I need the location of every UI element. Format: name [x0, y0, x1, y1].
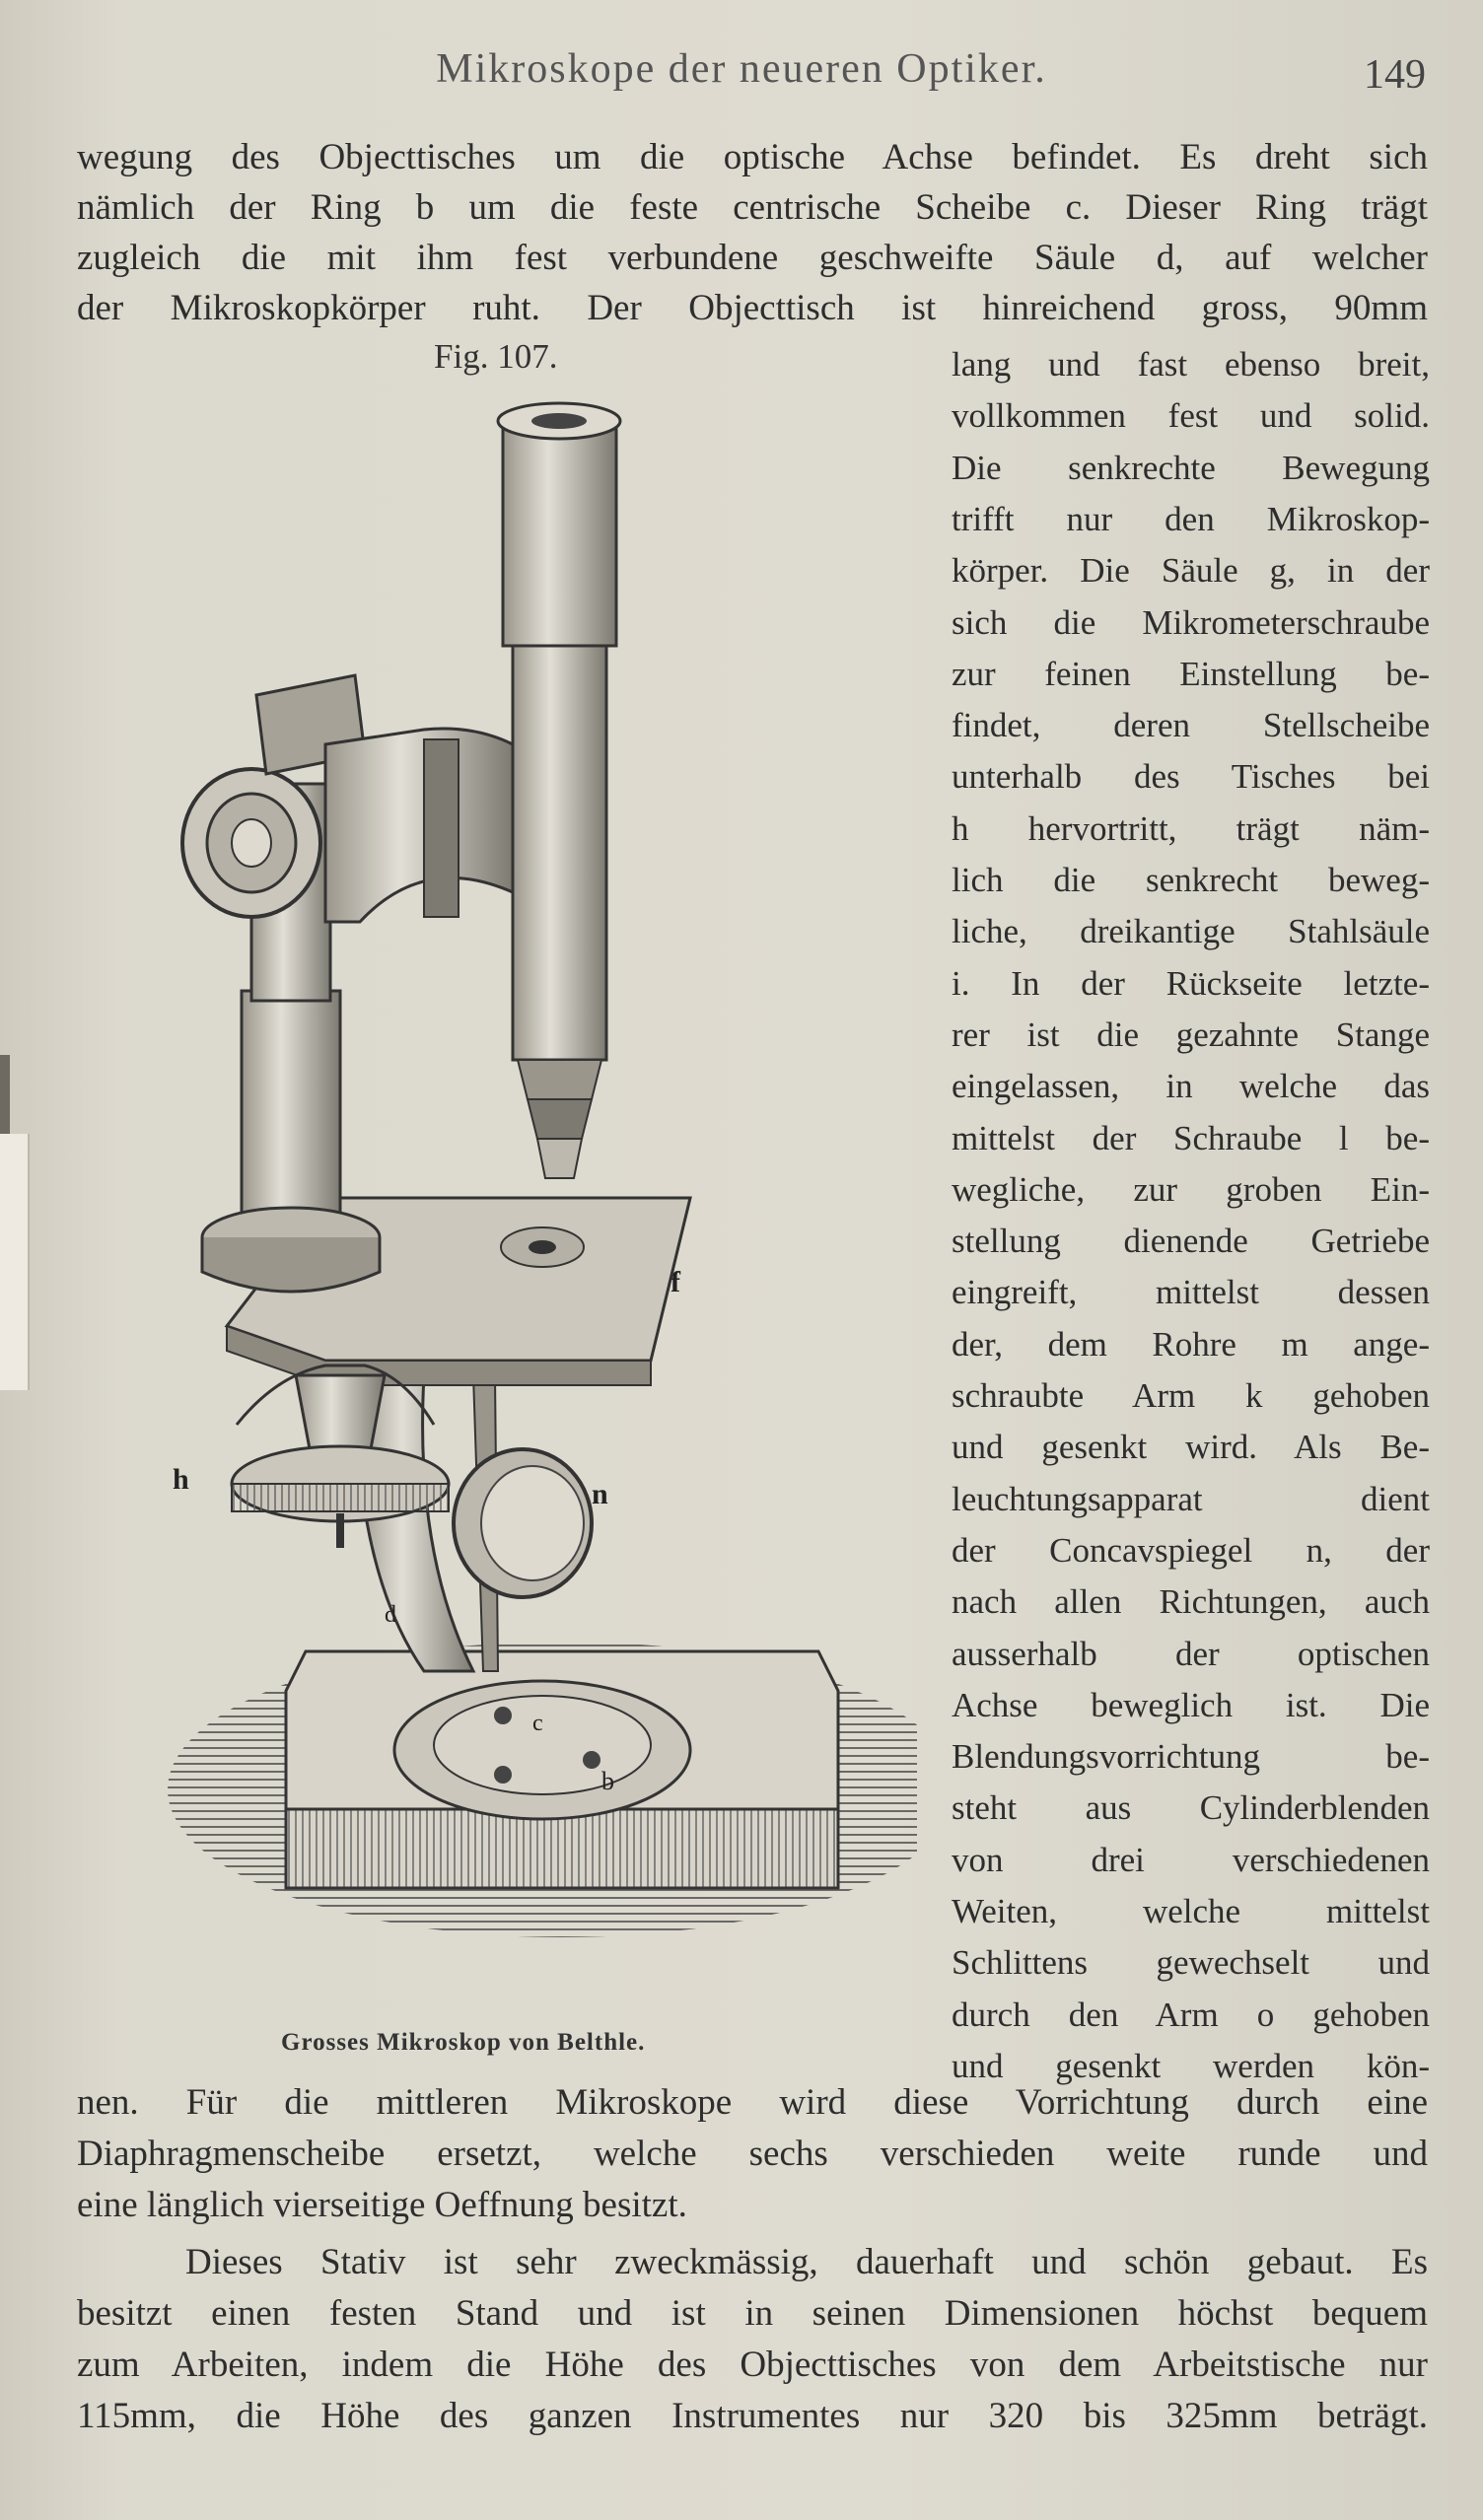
side-text-line: der Concavspiegel n, der	[952, 1530, 1430, 1570]
letter-c: c	[532, 1711, 543, 1736]
side-text-line: nach allen Richtungen, auch	[952, 1582, 1430, 1622]
side-text-line: eingelassen, in welche das	[952, 1067, 1430, 1106]
side-text-line: steht aus Cylinderblenden	[952, 1788, 1430, 1828]
side-text-line: stellung dienende Getriebe	[952, 1222, 1430, 1261]
letter-b: b	[601, 1767, 614, 1795]
edge-shadow	[0, 1055, 10, 1134]
side-text-line: ausserhalb der optischen	[952, 1634, 1430, 1673]
side-text-line: Schlittens gewechselt und	[952, 1943, 1430, 1983]
side-text-line: lich die senkrecht beweg-	[952, 861, 1430, 899]
letter-f: f	[671, 1266, 680, 1298]
side-text-line: schraubte Arm k gehoben	[952, 1376, 1430, 1415]
side-text-line: findet, deren Stellscheibe	[952, 706, 1430, 745]
text-line: wegung des Objecttisches um die optische Achse befindet. Es dreht sich	[77, 137, 1428, 177]
text-line: eine länglich vierseitige Oeffnung besitzt.	[77, 2185, 687, 2225]
text-line: zugleich die mit ihm fest verbundene geschweifte Säule d, auf welcher	[77, 238, 1428, 278]
microscope-illustration	[128, 389, 917, 2006]
text-line: besitzt einen festen Stand und ist in seinen Dimensionen höchst bequem	[77, 2293, 1428, 2334]
figure-caption: Grosses Mikroskop von Belthle.	[281, 2029, 646, 2056]
side-text-line: der, dem Rohre m ange-	[952, 1324, 1430, 1364]
side-text-line: durch den Arm o gehoben	[952, 1995, 1430, 2034]
side-text-line: h hervortritt, trägt näm-	[952, 808, 1430, 848]
letter-d: d	[385, 1602, 396, 1628]
figure-label: Fig. 107.	[434, 337, 558, 376]
side-text-line: rer ist die gezahnte Stange	[952, 1015, 1430, 1054]
side-text-line: zur feinen Einstellung be-	[952, 654, 1430, 693]
side-text-line: Weiten, welche mittelst	[952, 1892, 1430, 1930]
side-text-line: vollkommen fest und solid.	[952, 396, 1430, 436]
text-line: nämlich der Ring b um die feste centrische Scheibe c. Dieser Ring trägt	[77, 187, 1428, 228]
side-text-line: sich die Mikrometerschraube	[952, 602, 1430, 642]
text-line: der Mikroskopkörper ruht. Der Objecttisch ist hinreichend gross, 90mm	[77, 288, 1428, 328]
side-text-line: unterhalb des Tisches bei	[952, 757, 1430, 797]
side-text-line: mittelst der Schraube l be-	[952, 1118, 1430, 1157]
text-line: 115mm, die Höhe des ganzen Instrumentes nur 320 bis 325mm beträgt.	[77, 2396, 1428, 2436]
side-text-line: trifft nur den Mikroskop-	[952, 499, 1430, 538]
letter-n: n	[592, 1478, 608, 1510]
letter-h: h	[173, 1463, 189, 1496]
side-text-line: und gesenkt wird. Als Be-	[952, 1428, 1430, 1467]
side-text-line: Achse beweglich ist. Die	[952, 1685, 1430, 1724]
page-number: 149	[1364, 52, 1426, 98]
side-text-line: körper. Die Säule g, in der	[952, 551, 1430, 591]
side-text-line: liche, dreikantige Stahlsäule	[952, 912, 1430, 951]
side-text-line: i. In der Rückseite letzte-	[952, 963, 1430, 1003]
page-edge-tab	[0, 1134, 30, 1390]
side-text-line: Die senkrechte Bewegung	[952, 448, 1430, 487]
text-line: zum Arbeiten, indem die Höhe des Objecttisches von dem Arbeitstische nur	[77, 2345, 1428, 2385]
text-line: nen. Für die mittleren Mikroskope wird diese Vorrichtung durch eine	[77, 2082, 1428, 2123]
side-text-line: von drei verschiedenen	[952, 1840, 1430, 1879]
side-text-line: lang und fast ebenso breit,	[952, 345, 1430, 384]
side-text-line: wegliche, zur groben Ein-	[952, 1169, 1430, 1209]
running-header: Mikroskope der neueren Optiker.	[436, 46, 1047, 92]
side-text-line: eingreift, mittelst dessen	[952, 1273, 1430, 1312]
text-line: Dieses Stativ ist sehr zweckmässig, dauerhaft und schön gebaut. Es	[185, 2242, 1428, 2282]
side-text-line: und gesenkt werden kön-	[952, 2046, 1430, 2085]
text-line: Diaphragmenscheibe ersetzt, welche sechs verschieden weite runde und	[77, 2134, 1428, 2174]
side-text-line: leuchtungsapparat dient	[952, 1479, 1430, 1518]
side-text-line: Blendungsvorrichtung be-	[952, 1737, 1430, 1777]
